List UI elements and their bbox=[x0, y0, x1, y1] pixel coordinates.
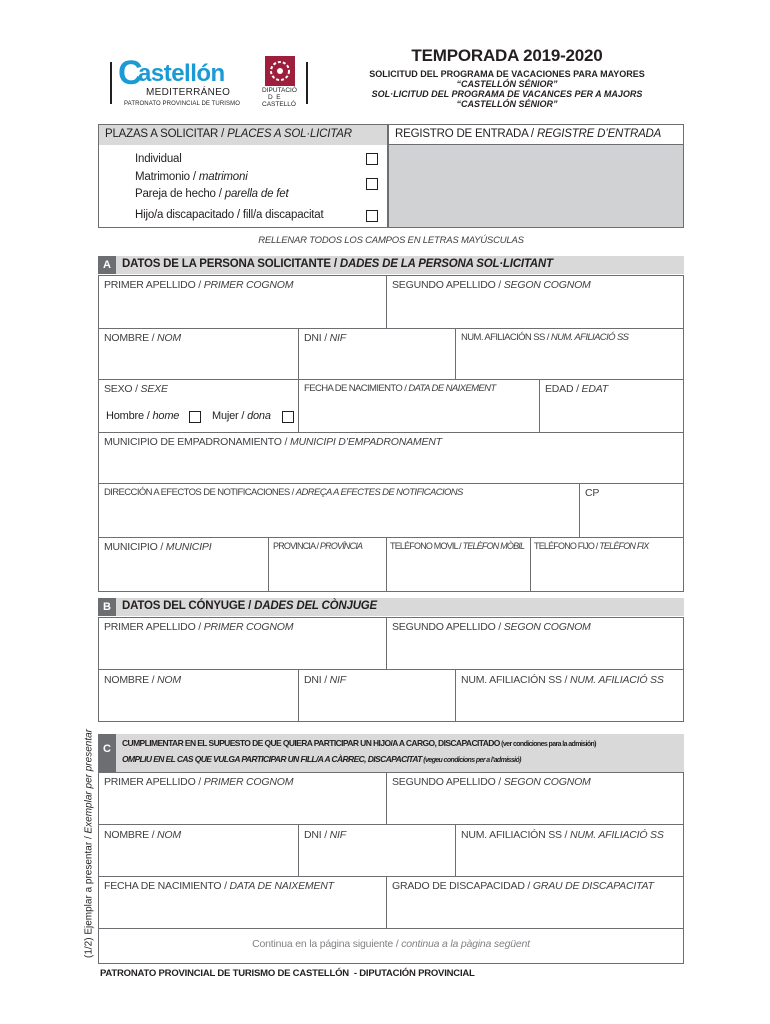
season-title: TEMPORADA 2019-2020 bbox=[411, 46, 603, 65]
subtitle-va-1: SOL·LICITUD DEL PROGRAMA DE VACANCES PER A MAJORS bbox=[371, 89, 643, 99]
registro-box bbox=[388, 124, 684, 228]
c-fecha-nacimiento-label: FECHA DE NACIMIENTO / DATA DE NAIXEMENT bbox=[104, 880, 334, 892]
b-primer-apellido-label: PRIMER APELLIDO / PRIMER COGNOM bbox=[104, 621, 294, 633]
option-individual-label: Individual bbox=[135, 153, 182, 165]
a-primer-apellido-label: PRIMER APELLIDO / PRIMER COGNOM bbox=[104, 279, 294, 291]
a-edad-label: EDAD / EDAT bbox=[545, 383, 608, 395]
seal-icon bbox=[265, 56, 295, 86]
a-sexo-label: SEXO / SEXE bbox=[104, 383, 168, 395]
a-cp-label: CP bbox=[585, 487, 600, 499]
section-c-title-va: OMPLIU EN EL CAS QUE VULGA PARTICIPAR UN FILL/A A CÀRREC, DISCAPACITAT (vegeu condicions per a l’admissió) bbox=[122, 754, 521, 764]
section-c-title-es: CUMPLIMENTAR EN EL SUPUESTO DE QUE QUIERA PARTICIPAR UN HIJO/A A CARGO, DISCAPACITADO (ver condiciones para la admisión) bbox=[122, 738, 596, 748]
c-grado-discapacidad-label: GRADO DE DISCAPACIDAD / GRAU DE DISCAPACITAT bbox=[392, 880, 654, 892]
b-nombre-label: NOMBRE / NOM bbox=[104, 674, 181, 686]
subtitle-va-2: “CASTELLÓN SÉNIOR” bbox=[456, 99, 558, 109]
checkbox-individual[interactable] bbox=[366, 153, 378, 165]
diputacio-seal bbox=[262, 56, 298, 110]
b-afiliacion-label: NUM. AFILIACIÓN SS / NUM. AFILIACIÓ SS bbox=[461, 674, 664, 686]
section-b-header bbox=[98, 598, 684, 616]
logo-subtitle: MEDITERRÁNEO bbox=[146, 87, 231, 98]
c-nombre-label: NOMBRE / NOM bbox=[104, 829, 181, 841]
section-a-header bbox=[98, 256, 684, 274]
side-ejemplar-text: (1/2) Ejemplar a presentar / Exemplar per presentar bbox=[83, 729, 95, 958]
castellon-logo bbox=[118, 54, 256, 107]
a-municipio-empadronamiento-label: MUNICIPIO DE EMPADRONAMIENTO / MUNICIPI D’EMPADRONAMENT bbox=[104, 436, 442, 448]
plazas-title: PLAZAS A SOLICITAR / PLACES A SOL·LICITAR bbox=[105, 128, 352, 140]
a-municipio-label: MUNICIPIO / MUNICIPI bbox=[104, 541, 212, 553]
b-dni-label: DNI / NIF bbox=[304, 674, 346, 686]
a-mujer-label: Mujer / dona bbox=[212, 410, 271, 422]
a-fecha-nacimiento-label: FECHA DE NACIMIENTO / DATA DE NAIXEMENT bbox=[304, 383, 496, 394]
option-hijo-label: Hijo/a discapacitado / fill/a discapacitat bbox=[135, 209, 324, 221]
season-header bbox=[330, 46, 684, 124]
a-segundo-apellido-label: SEGUNDO APELLIDO / SEGON COGNOM bbox=[392, 279, 591, 291]
a-hombre-label: Hombre / home bbox=[106, 410, 180, 422]
section-b-letter: B bbox=[98, 598, 116, 616]
section-a-title: DATOS DE LA PERSONA SOLICITANTE / DADES DE LA PERSONA SOL·LICITANT bbox=[122, 258, 553, 270]
c-segundo-apellido-label: SEGUNDO APELLIDO / SEGON COGNOM bbox=[392, 776, 591, 788]
checkbox-mujer[interactable] bbox=[282, 411, 294, 423]
c-primer-apellido-label: PRIMER APELLIDO / PRIMER COGNOM bbox=[104, 776, 294, 788]
subtitle-es-1: SOLICITUD DEL PROGRAMA DE VACACIONES PARA MAYORES bbox=[369, 69, 645, 79]
section-b-title: DATOS DEL CÓNYUGE / DADES DEL CÒNJUGE bbox=[122, 600, 378, 612]
a-fijo-label: TELÉFONO FIJO / TELÈFON FIX bbox=[534, 541, 649, 551]
checkbox-hombre[interactable] bbox=[189, 411, 201, 423]
a-afiliacion-label: NUM. AFILIACIÓN SS / NUM. AFILIACIÓ SS bbox=[461, 332, 629, 343]
a-direccion-label: DIRECCIÓN A EFECTOS DE NOTIFICACIONES / ADREÇA A EFECTES DE NOTIFICACIONS bbox=[104, 487, 463, 498]
footer-text: PATRONATO PROVINCIAL DE TURISMO DE CASTELLÓN - DIPUTACIÓN PROVINCIAL bbox=[100, 968, 475, 979]
section-c-letter: C bbox=[98, 734, 116, 772]
diputacio-line-1: DIPUTACIÓ bbox=[262, 87, 297, 94]
diputacio-line-3: CASTELLÓ bbox=[262, 101, 296, 108]
logo-text: astellón bbox=[138, 60, 225, 87]
section-a-letter: A bbox=[98, 256, 116, 274]
option-pareja-label: Pareja de hecho / parella de fet bbox=[135, 188, 289, 200]
a-nombre-label: NOMBRE / NOM bbox=[104, 332, 181, 344]
checkbox-hijo[interactable] bbox=[366, 210, 378, 222]
header-logo-box bbox=[98, 46, 318, 118]
option-matrimonio-label: Matrimonio / matrimoni bbox=[135, 171, 248, 183]
b-segundo-apellido-label: SEGUNDO APELLIDO / SEGON COGNOM bbox=[392, 621, 591, 633]
section-c-header bbox=[98, 734, 684, 772]
caps-note: RELLENAR TODOS LOS CAMPOS EN LETRAS MAYÚSCULAS bbox=[258, 235, 524, 246]
registro-title: REGISTRO DE ENTRADA / REGISTRE D’ENTRADA bbox=[395, 128, 662, 140]
patronato-label: PATRONATO PROVINCIAL DE TURISMO bbox=[124, 101, 241, 107]
a-movil-label: TELÉFONO MOVIL / TELÈFON MÒBIL bbox=[390, 541, 525, 551]
plazas-box bbox=[98, 124, 388, 228]
continua-note: Continua en la página siguiente / continua a la pàgina següent bbox=[252, 938, 530, 950]
logo-initial: C bbox=[118, 54, 143, 92]
subtitle-es-2: “CASTELLÓN SÉNIOR” bbox=[456, 79, 558, 89]
c-dni-label: DNI / NIF bbox=[304, 829, 346, 841]
diputacio-line-2: D E bbox=[268, 94, 281, 101]
a-dni-label: DNI / NIF bbox=[304, 332, 346, 344]
checkbox-matrimonio-pareja[interactable] bbox=[366, 178, 378, 190]
c-afiliacion-label: NUM. AFILIACIÓN SS / NUM. AFILIACIÓ SS bbox=[461, 829, 664, 841]
a-provincia-label: PROVINCIA / PROVÍNCIA bbox=[273, 541, 363, 551]
